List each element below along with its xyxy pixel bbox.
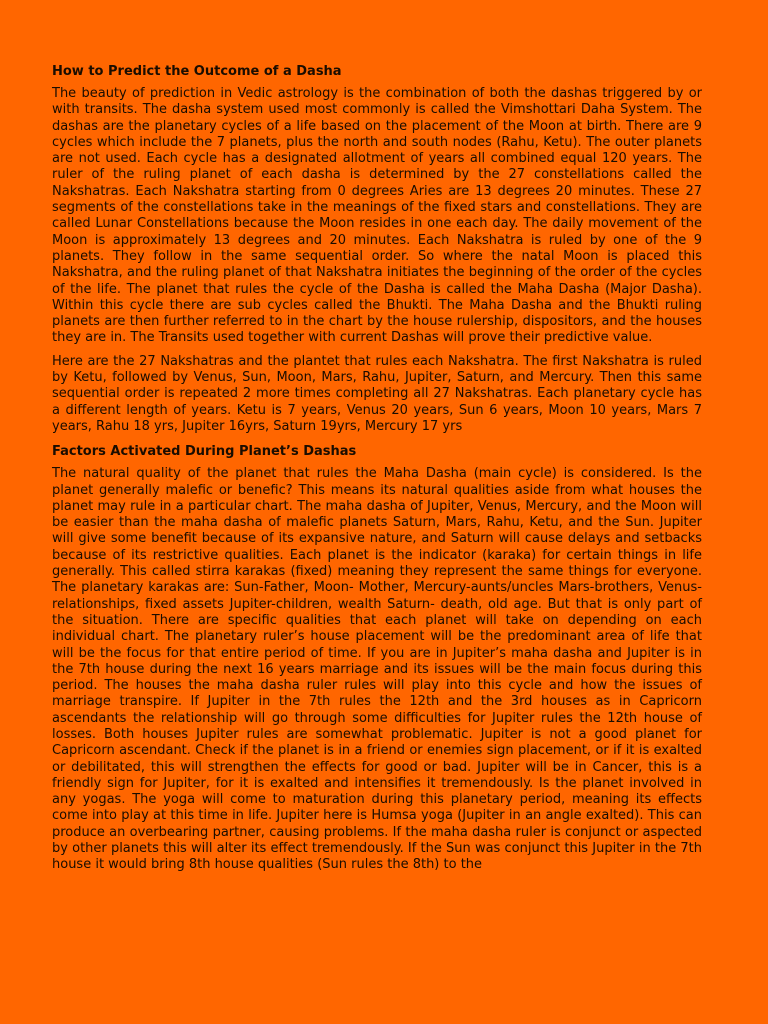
paragraph-nakshatra-rulers: Here are the 27 Nakshatras and the plantet that rules each Nakshatra. The first Nakshatra is ruled by Ketu, followed by Venus, Sun, Moon, Mars, Rahu, Jupiter, Saturn, and Mercury. Then this same sequential order is repeated 2 more times completing all 27 Nakshatras. Each planetary cycle has a different length of years. Ketu is 7 years, Venus 20 years, Sun 6 years, Moon 10 years, Mars 7 years, Rahu 18 yrs, Jupiter 16yrs, Saturn 19yrs, Mercury 17 yrs xyxy=(52,353,702,434)
paragraph-natural-quality: The natural quality of the planet that rules the Maha Dasha (main cycle) is considered. Is the planet generally malefic or benefic? This means its natural qualities aside from what houses the planet may rule in a particular chart. The maha dasha of Jupiter, Venus, Mercury, and the Moon will be easier than the maha dasha of malefic planets Saturn, Mars, Rahu, Ketu, and the Sun. Jupiter will give some benefit because of its expansive nature, and Saturn will cause delays and setbacks because of its restrictive qualities. Each planet is the indicator (karaka) for certain things in life generally. This called stirra karakas (fixed) meaning they represent the same things for everyone. The planetary karakas are: Sun-Father, Moon- Mother, Mercury-aunts/uncles Mars-brothers, Venus- relationships, fixed assets Jupiter-children, wealth Saturn- death, old age. But that is only part of the situation. There are specific qualities that each planet will take on depending on each individual chart. The planetary ruler’s house placement will be the predominant area of life that will be the focus for that entire period of time. If you are in Jupiter’s maha dasha and Jupiter is in the 7th house during the next 16 years marriage and its issues will be the main focus during this period. The houses the maha dasha ruler rules will play into this cycle and how the issues of marriage transpire. If Jupiter in the 7th rules the 12th and the 3rd houses as in Capricorn ascendants the relationship will go through some difficulties for Jupiter rules the 12th house of losses. Both houses Jupiter rules are somewhat problematic. Jupiter is not a good planet for Capricorn ascendant. Check if the planet is in a friend or enemies sign placement, or if it is exalted or debilitated, this will strengthen the effects for good or bad. Jupiter will be in Cancer, this is a friendly sign for Jupiter, for it is exalted and intensifies it tremendously. Is the planet involved in any yogas. The yoga will come to maturation during this planetary period, meaning its effects come into play at this time in life. Jupiter here is Humsa yoga (Jupiter in an angle exalted). This can produce an overbearing partner, causing problems. If the maha dasha ruler is conjunct or aspected by other planets this will alter its effect tremendously. If the Sun was conjunct this Jupiter in the 7th house it would bring 8th house qualities (Sun rules the 8th) to the xyxy=(52,466,702,873)
section-heading-factors-activated: Factors Activated During Planet’s Dashas xyxy=(52,444,357,460)
section-heading-predict-outcome: How to Predict the Outcome of a Dasha xyxy=(52,64,342,79)
paragraph-dasha-intro: The beauty of prediction in Vedic astrology is the combination of both the dashas triggered by or with transits. The dasha system used most commonly is called the Vimshottari Daha System. The dashas are the planetary cycles of a life based on the placement of the Moon at birth. There are 9 cycles which include the 7 planets, plus the north and south nodes (Rahu, Ketu). The outer planets are not used. Each cycle has a designated allotment of years all combined equal 120 years. The ruler of the ruling planet of each dasha is determined by the 27 constellations called the Nakshatras. Each Nakshatra starting from 0 degrees Aries are 13 degrees 20 minutes. These 27 segments of the constellations take in the meanings of the fixed stars and constellations. They are called Lunar Constellations because the Moon resides in one each day. The daily movement of the Moon is approximately 13 degrees and 20 minutes. Each Nakshatra is ruled by one of the 9 planets. They follow in the same sequential order. So where the natal Moon is placed this Nakshatra, and the ruling planet of that Nakshatra initiates the beginning of the order of the cycles of the life. The planet that rules the cycle of the Dasha is called the Maha Dasha (Major Dasha). Within this cycle there are sub cycles called the Bhukti. The Maha Dasha and the Bhukti ruling planets are then further referred to in the chart by the house rulership, dispositors, and the houses they are in. The Transits used together with current Dashas will prove their predictive value. xyxy=(52,86,702,346)
